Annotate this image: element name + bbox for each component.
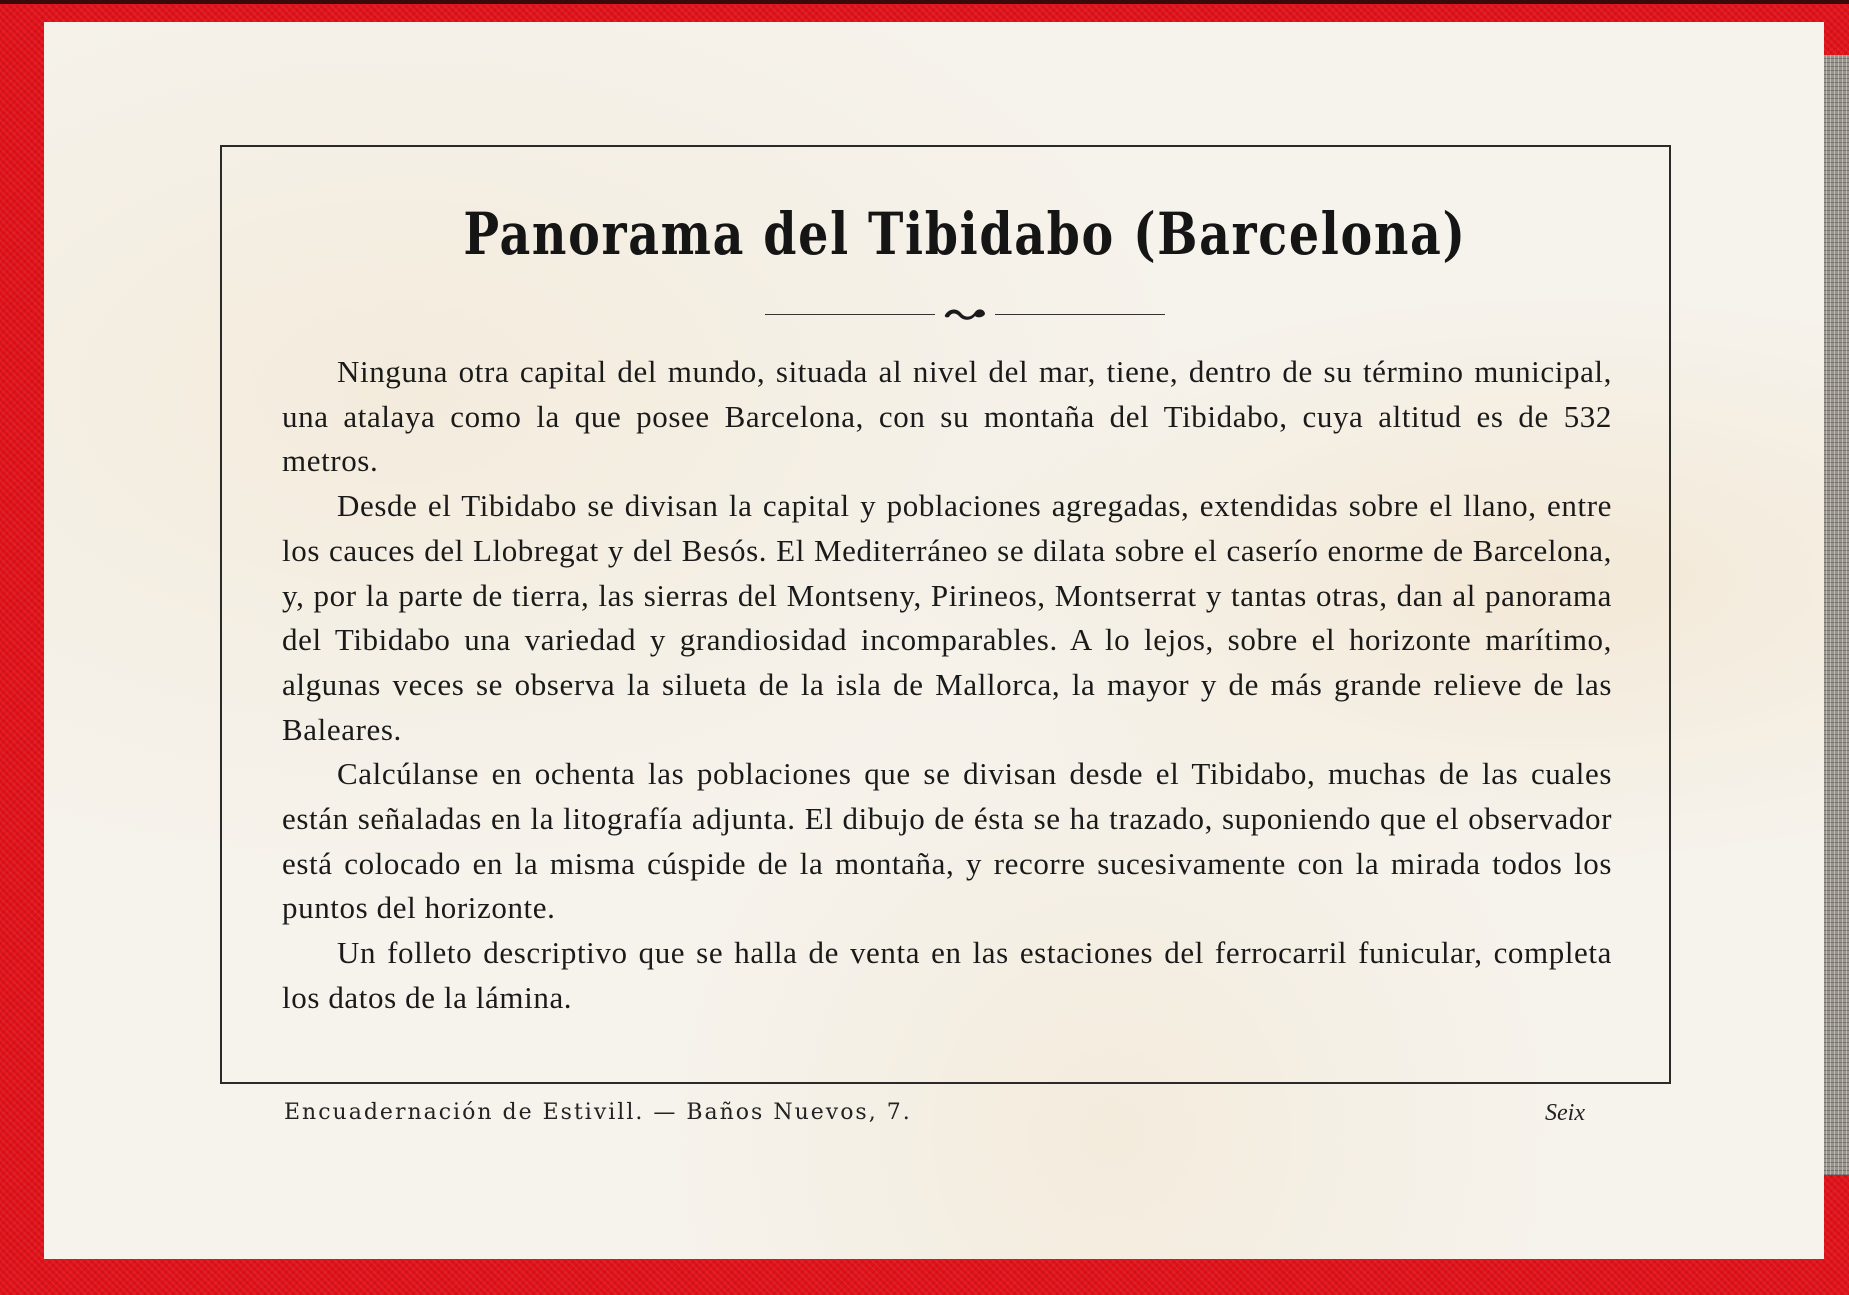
cloth-binding-strip: [1822, 55, 1849, 1175]
title-ornament: [765, 306, 1165, 322]
page-title: Panorama del Tibidabo (Barcelona): [463, 200, 1467, 268]
swash-ornament-icon: [943, 306, 987, 322]
printer-signature: Seix: [1545, 1100, 1585, 1126]
body-text: [282, 350, 1612, 1021]
ornament-rule-left: [765, 314, 935, 315]
paragraph-1: Ninguna otra capital del mundo, situada al nivel del mar, tiene, dentro de su término municipal, una atalaya como la que posee Barcelona, con su montaña del Tibidabo, cuya altitud es de 532 metros.: [282, 354, 1612, 479]
paragraph-2: Desde el Tibidabo se divisan la capital y poblaciones agregadas, extendidas sobre el llano, entre los cauces del Llobregat y del Besós. El Mediterráneo se dilata sobre el caserío enorme de Barcelona, y, por la parte de tierra, las sierras del Montseny, Pirineos, Montserrat y tantas otras, dan al panorama del Tibidabo una variedad y grandiosidad incomparables. A lo lejos, sobre el horizonte marítimo, algunas veces se observa la silueta de la isla de Mallorca, la mayor y de más grande relieve de las Baleares.: [282, 488, 1612, 747]
binding-edge-shadow: [0, 0, 1849, 4]
binder-imprint: Encuadernación de Estivill. — Baños Nuevos, 7.: [284, 1100, 912, 1125]
paragraph-4: Un folleto descriptivo que se halla de venta en las estaciones del ferrocarril funicular, completa los datos de la lámina.: [282, 935, 1612, 1015]
ornament-rule-right: [995, 314, 1165, 315]
paragraph-3: Calcúlanse en ochenta las poblaciones que se divisan desde el Tibidabo, muchas de las cuales están señaladas en la litografía adjunta. El dibujo de ésta se ha trazado, suponiendo que el observador está colocado en la misma cúspide de la montaña, y recorre sucesivamente con la mirada todos los puntos del horizonte.: [282, 756, 1612, 926]
